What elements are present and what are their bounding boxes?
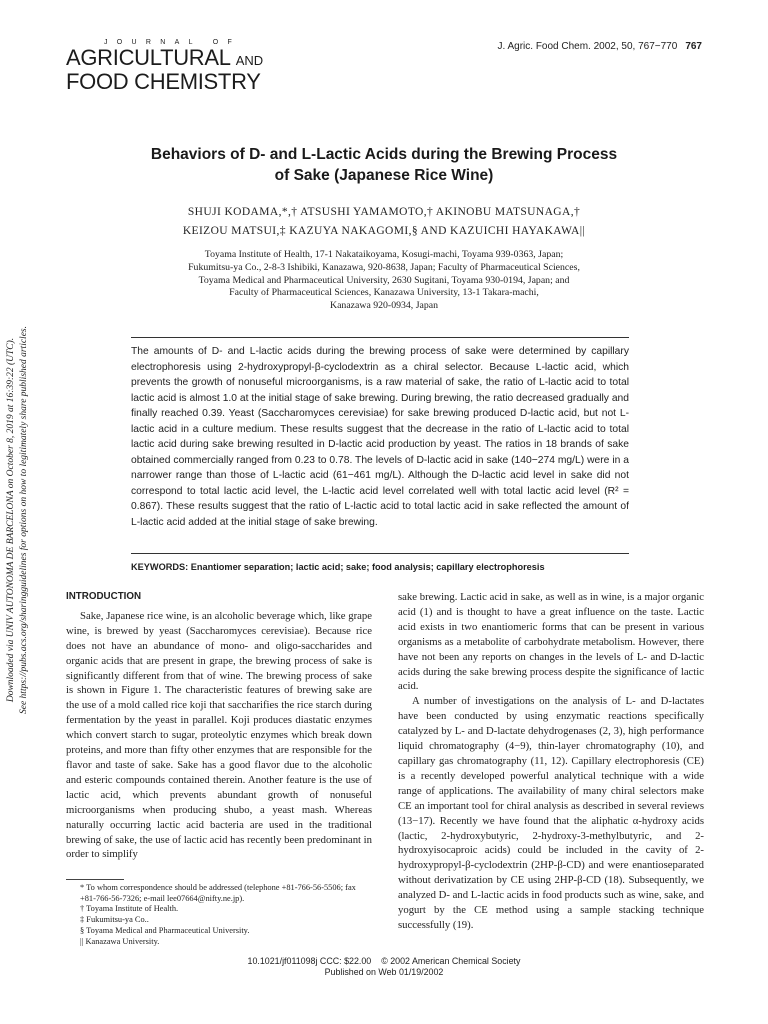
title-line-2: of Sake (Japanese Rice Wine) bbox=[274, 167, 494, 184]
left-column bbox=[66, 590, 372, 862]
abstract-bottom-rule bbox=[131, 553, 629, 554]
intro-paragraph-3: A number of investigations on the analysis of L- and D-lactates have been conducted by using enzymatic reactions specifically catalyzed by L- and D-lactate dehydrogenases (2, 3), high performance liquid chromatography (4−9), thin-layer chromatography (10), and capillary gas chromatography (11, 12). Capillary electrophoresis (CE) is a recently developed powerful analytical technique with a wide range of applications. The availability of many chiral selectors make CE an important tool for chiral analysis as described in several reviews (13−17). Recently we have found that the aliphatic α-hydroxy acids (lactic, 2-hydroxybutyric, 2-hydroxy-3-methylbutyric, and 2-hydroxyisocaproic acids) could be included in the cavity of 2-hydroxypropyl-β-cyclodextrin (2HP-β-CD) and were enantioseparated without derivatization by CE using 2HP-β-CD (18). Subsequently, we analyzed D- and L-lactic acids in food products such as wine, sake, and yogurt by the CE method using a sample stacking technique successfully (19). bbox=[398, 695, 704, 931]
journal-logo bbox=[66, 38, 286, 92]
publication-info bbox=[100, 956, 668, 977]
affiliation-line-2: Fukumitsu-ya Co., 2-8-3 Ishibiki, Kanazawa, 920-8638, Japan; Faculty of Pharmaceutical Sciences, bbox=[188, 261, 580, 273]
citation: J. Agric. Food Chem. 2002, 50, 767−770 bbox=[497, 41, 678, 52]
footnote-1: † Toyama Institute of Health. bbox=[80, 904, 179, 914]
page-number: 767 bbox=[685, 41, 702, 52]
logo-line-3: FOOD CHEMISTRY bbox=[66, 69, 261, 94]
footnotes bbox=[66, 883, 372, 947]
footnote-rule bbox=[66, 879, 124, 880]
logo-and: AND bbox=[235, 53, 264, 68]
footnote-correspondence: * To whom correspondence should be addressed (telephone +81-766-56-5506; fax +81-766-56-7326; e-mail lee07664@nifty.ne.jp). bbox=[80, 883, 356, 903]
logo-agricultural: AGRICULTURAL bbox=[66, 45, 230, 70]
keywords: KEYWORDS: Enantiomer separation; lactic acid; sake; food analysis; capillary electrophoresis bbox=[131, 562, 545, 572]
abstract-top-rule bbox=[131, 337, 629, 338]
affiliations bbox=[120, 249, 648, 313]
article-title bbox=[100, 144, 668, 186]
copyright: © 2002 American Chemical Society bbox=[381, 956, 521, 966]
footnote-2: ‡ Fukumitsu-ya Co.. bbox=[80, 915, 149, 925]
footnote-4: || Kanazawa University. bbox=[80, 936, 160, 946]
doi: 10.1021/jf011098j CCC: $22.00 bbox=[247, 956, 372, 966]
right-column bbox=[398, 590, 704, 933]
download-notice-line-1: Downloaded via UNIV AUTONOMA DE BARCELONA on October 8, 2019 at 16:39:22 (UTC). bbox=[6, 337, 16, 703]
affiliation-line-1: Toyama Institute of Health, 17-1 Nakataikoyama, Kosugi-machi, Toyama 939-0363, Japan; bbox=[204, 249, 564, 260]
authors-line-2: KEIZOU MATSUI,‡ KAZUYA NAKAGOMI,§ AND KAZUICHI HAYAKAWA|| bbox=[182, 225, 586, 237]
logo-line-2 bbox=[66, 47, 286, 71]
authors-line-1: SHUJI KODAMA,*,† ATSUSHI YAMAMOTO,† AKINOBU MATSUNAGA,† bbox=[187, 206, 581, 218]
download-notice bbox=[5, 300, 31, 740]
download-notice-line-2: See https://pubs.acs.org/sharingguidelines for options on how to legitimately share published articles. bbox=[18, 326, 29, 714]
affiliation-line-5: Kanazawa 920-0934, Japan bbox=[330, 300, 438, 312]
download-sidebar bbox=[5, 300, 31, 740]
author-list bbox=[100, 203, 668, 241]
published-date: Published on Web 01/19/2002 bbox=[324, 966, 444, 977]
page-header bbox=[497, 41, 702, 52]
footnote-3: § Toyama Medical and Pharmaceutical University. bbox=[80, 925, 250, 935]
intro-paragraph-1: Sake, Japanese rice wine, is an alcoholic beverage which, like grape wine, is brewed by yeast (Saccharomyces cerevisiae). Because rice does not have an abundance of mono- and oligo-saccharides and organic acids that are present in grape, the brewing process of sake is significantly different from that of wine. The brewing process of sake is shown in Figure 1. The characteristic features of brewing sake are the use of a mold called rice koji that saccharifies the rice starch during fermentation by the yeast in parallel. Koji produces diastatic enzymes which convert starch to sugar, proteolytic enzymes which break down proteins, and more than fifty other enzymes that are responsible for the flavor and taste of sake. Sake has a good flavor due to the alcoholic and esteric compounds contained therein. Another feature is the use of lactic acid, which prevents abundant growth of nonuseful microorganisms when producing shubo, a yeast mash. Whereas naturally occurring lactic acid bacteria are used in the traditional brewing of sake, the use of lactic acid has recently been predominant in order to simplify bbox=[66, 609, 372, 861]
intro-paragraph-2: sake brewing. Lactic acid in sake, as well as in wine, is a major organic acid (1) and is thought to have a great influence on the taste. Lactic acid exists in two enantiomeric forms that can be present in various organisms as a metabolite of carbohydrate metabolism. However, there have not been any reports on changes in the levels of L- and D-lactic acids during the sake brewing process despite the significance of lactic acid. bbox=[398, 591, 704, 693]
affiliation-line-4: Faculty of Pharmaceutical Sciences, Kanazawa University, 13-1 Takara-machi, bbox=[229, 287, 539, 299]
title-line-1: Behaviors of D- and L-Lactic Acids during the Brewing Process bbox=[150, 146, 618, 163]
affiliation-line-3: Toyama Medical and Pharmaceutical University, 2630 Sugitani, Toyama 930-0194, Japan; and bbox=[198, 274, 570, 286]
logo-line-1: JOURNAL OF bbox=[104, 39, 242, 46]
abstract: The amounts of D- and L-lactic acids during the brewing process of sake were determined by capillary electrophoresis using 2-hydroxypropyl-β-cyclodextrin as a chiral selector. Because L-lactic acid, which prevents the growth of nonuseful microorganisms, is a raw material of sake, the ratio of L-lactic acid to total lactic acid is almost 1.0 at the initial stage of sake brewing. During brewing, the ratio decreased gradually and finally reached 0.39. Yeast (Saccharomyces cerevisiae) for sake brewing produced D-lactic acid, but not L-lactic acid in a culture medium. These results suggest that the decrease in the ratio of L-lactic acid to total lactic acid during sake brewing resulted in D-lactic acid production by yeast. The ratios in 18 brands of sake obtained commercially ranged from 0.23 to 0.78. The levels of D-lactic acid in sake (140−274 mg/L) were in a narrower range than those of L-lactic acid (61−461 mg/L). Although the D-lactic acid level in sake did not correspond to total lactic acid level, the L-lactic acid level correlated well with total lactic acid level (R² = 0.867). These results suggest that the ratio of L-lactic acid to total lactic acid in sake reflected the amount of L-lactic acid added at the initial stage of sake brewing. bbox=[131, 346, 629, 528]
section-heading-introduction: INTRODUCTION bbox=[66, 591, 142, 602]
